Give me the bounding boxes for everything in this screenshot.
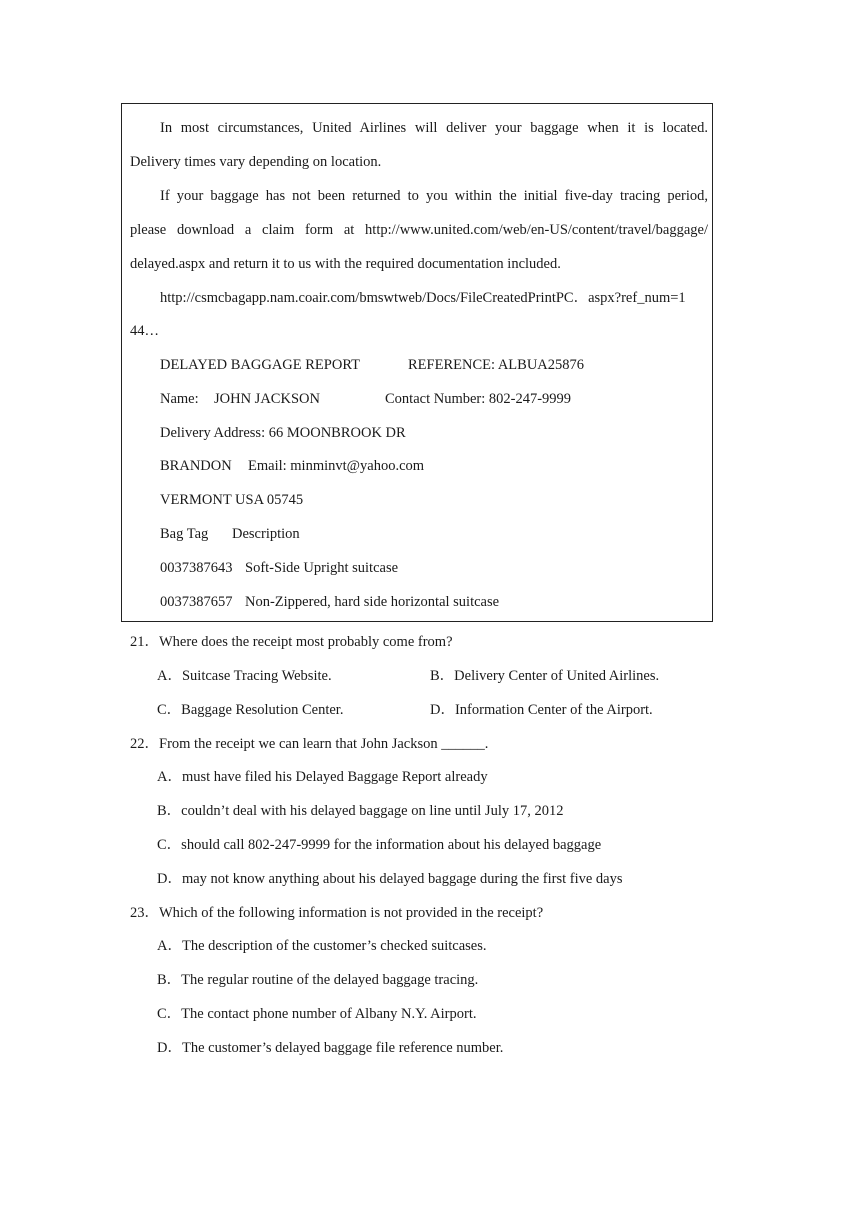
question-22-stem: 22．From the receipt we can learn that John Jackson ______. <box>130 736 489 752</box>
question-21-option-c: C．Baggage Resolution Center. <box>157 702 344 718</box>
name-value: JOHN JACKSON <box>214 391 320 407</box>
delivery-address: Delivery Address: 66 MOONBROOK DR <box>160 425 406 441</box>
name-label: Name: <box>160 391 199 407</box>
question-22-option-b: B．couldn’t deal with his delayed baggage on line until July 17, 2012 <box>157 803 564 819</box>
report-title: DELAYED BAGGAGE REPORT <box>160 357 360 373</box>
receipt-paragraph-1-line-2: Delivery times vary depending on location. <box>130 154 382 170</box>
report-reference: REFERENCE: ALBUA25876 <box>408 357 585 373</box>
question-22-option-a: A．must have filed his Delayed Baggage Report already <box>157 769 488 785</box>
question-23-option-c: C．The contact phone number of Albany N.Y. Airport. <box>157 1006 477 1022</box>
email: Email: minminvt@yahoo.com <box>248 458 425 474</box>
receipt-url-line-1: http://csmcbagapp.nam.coair.com/bmswtweb/Docs/FileCreatedPrintPC．aspx?ref_num=1 <box>160 290 686 306</box>
bag-tag-1: 0037387643 <box>160 560 233 576</box>
bag-tag-2: 0037387657 <box>160 594 233 610</box>
description-header: Description <box>232 526 300 542</box>
question-22-option-d: D．may not know anything about his delayed baggage during the first five days <box>157 871 623 887</box>
receipt-paragraph-1-line-1: In most circumstances, United Airlines will deliver your baggage when it is located. <box>160 120 708 136</box>
question-23-option-d: D．The customer’s delayed baggage file reference number. <box>157 1040 504 1056</box>
receipt-paragraph-2-line-1: If your baggage has not been returned to you within the initial five-day tracing period, <box>160 188 708 204</box>
question-23-option-a: A．The description of the customer’s checked suitcases. <box>157 938 487 954</box>
bag-description-1: Soft-Side Upright suitcase <box>245 560 399 576</box>
question-23-stem: 23．Which of the following information is not provided in the receipt? <box>130 905 544 921</box>
receipt-paragraph-2-line-3: delayed.aspx and return it to us with the required documentation included. <box>130 256 561 272</box>
question-21-option-a: A．Suitcase Tracing Website. <box>157 668 332 684</box>
delivery-state: VERMONT USA 05745 <box>160 492 304 508</box>
contact-number: Contact Number: 802-247-9999 <box>385 391 572 407</box>
question-21-stem: 21．Where does the receipt most probably come from? <box>130 634 453 650</box>
receipt-url-line-2: 44… <box>130 323 159 339</box>
question-21-option-b: B．Delivery Center of United Airlines. <box>430 668 660 684</box>
receipt-paragraph-2-line-2: please download a claim form at http://www.united.com/web/en-US/content/travel/baggage/ <box>130 222 708 238</box>
question-21-option-d: D．Information Center of the Airport. <box>430 702 653 718</box>
question-22-option-c: C．should call 802-247-9999 for the information about his delayed baggage <box>157 837 602 853</box>
question-23-option-b: B．The regular routine of the delayed baggage tracing. <box>157 972 479 988</box>
delivery-city: BRANDON <box>160 458 232 474</box>
bag-tag-header: Bag Tag <box>160 526 209 542</box>
bag-description-2: Non-Zippered, hard side horizontal suitcase <box>245 594 500 610</box>
